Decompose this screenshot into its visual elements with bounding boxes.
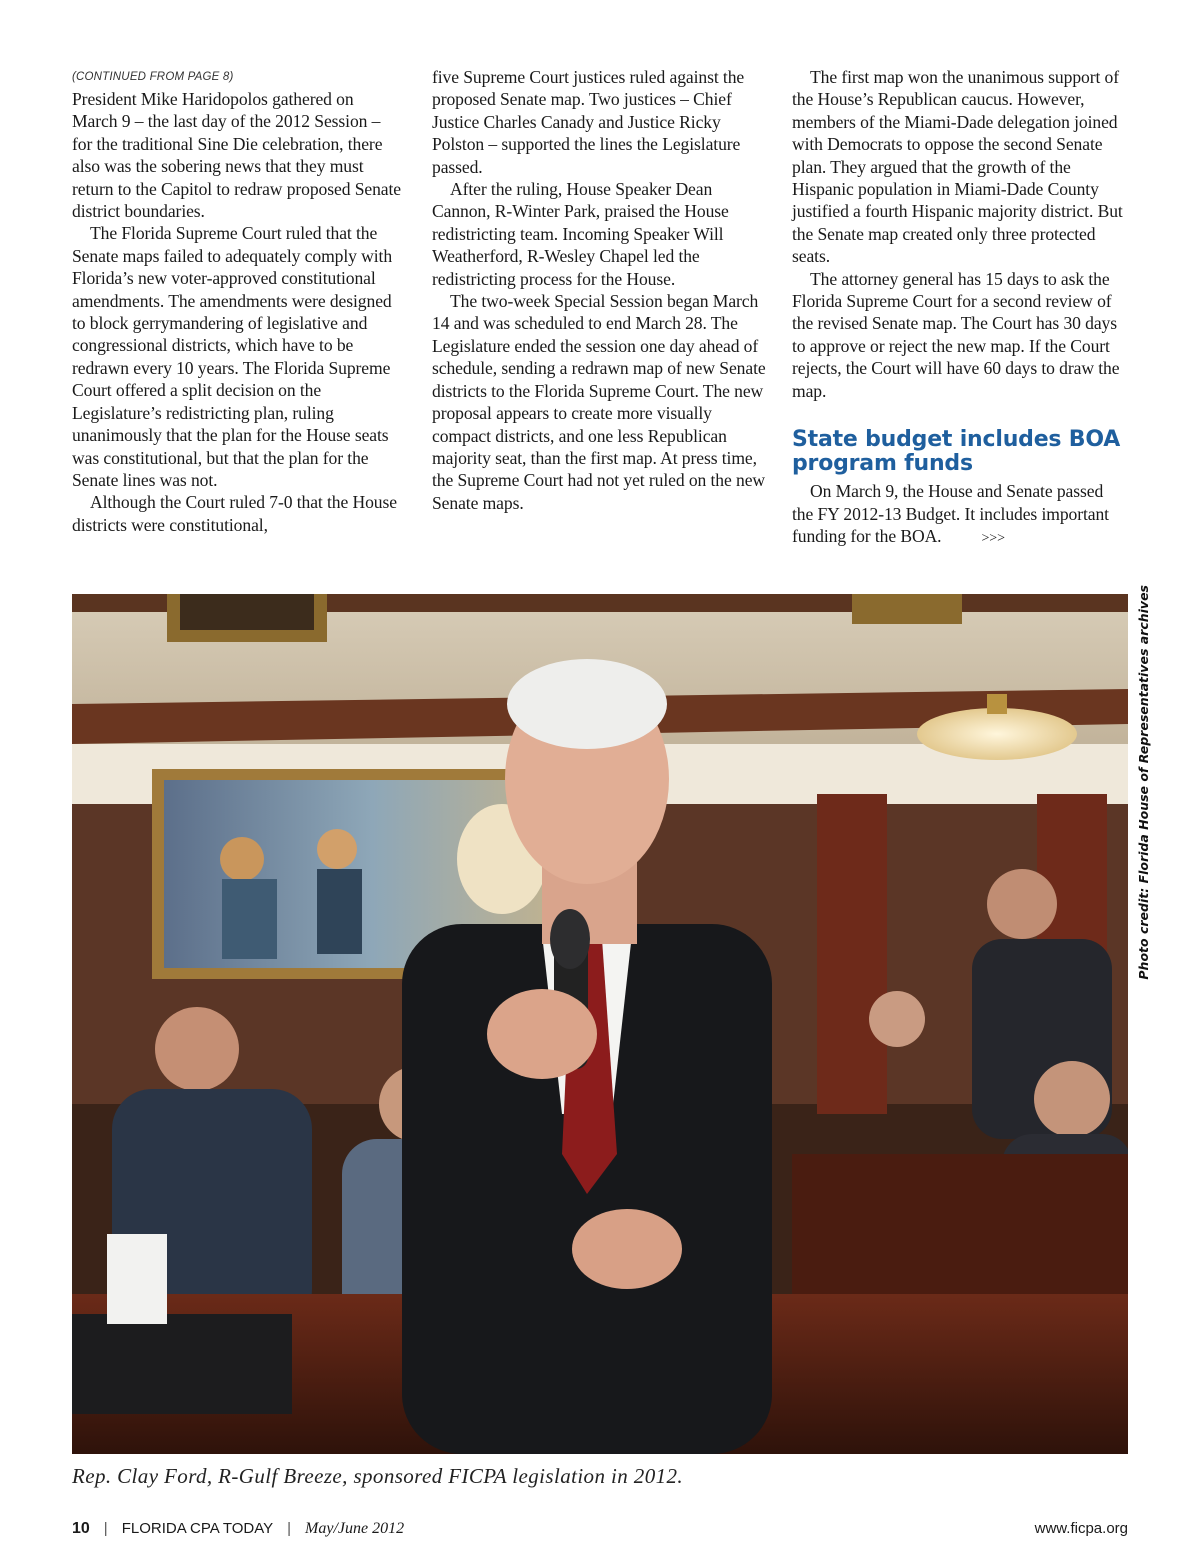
paragraph: Although the Court ruled 7-0 that the House districts were constitutional, xyxy=(72,492,397,535)
paragraph: The Florida Supreme Court ruled that the Senate maps failed to adequately comply with Florida’s new voter-approved constitutional amendments. The amendments were designed to block gerrymandering of legislative and congressional districts, which have to be redrawn every 10 years. The Florida Supreme Court offered a split decision on the Legislature’s redistricting plan, ruling unanimously that the plan for the House seats was constitutional, but that the plan for the Senate lines was not. xyxy=(72,223,393,490)
issue-date: May/June 2012 xyxy=(305,1520,405,1537)
page-footer xyxy=(72,1517,1128,1541)
page-number: 10 xyxy=(72,1520,90,1537)
paragraph-text: On March 9, the House and Senate passed the FY 2012-13 Budget. It includes important funding for the BOA. xyxy=(792,481,1109,546)
paragraph: five Supreme Court justices ruled against the proposed Senate map. Two justices – Chief Justice Charles Canady and Justice Ricky Polston – supported the lines the Legislature passed. xyxy=(432,67,745,177)
article-column-3 xyxy=(792,66,1128,550)
paragraph: The first map won the unanimous support of the House’s Republican caucus. However, members of the Miami-Dade delegation joined with Democrats to oppose the second Senate plan. They argued that the growth of the Hispanic population in Miami-Dade County justified a fourth Hispanic majority district. But the Senate map created only three protected seats. xyxy=(792,67,1123,267)
website-link[interactable]: www.ficpa.org xyxy=(1034,1520,1128,1537)
photo-caption: Rep. Clay Ford, R-Gulf Breeze, sponsored FICPA legislation in 2012. xyxy=(72,1464,684,1488)
footer-left xyxy=(72,1517,404,1541)
article-column-1 xyxy=(72,66,402,536)
article-column-2 xyxy=(432,66,768,514)
legislator-photo xyxy=(72,594,1128,1454)
footer-separator: | xyxy=(287,1520,292,1537)
paragraph xyxy=(792,480,1128,550)
publication-name: FLORIDA CPA TODAY xyxy=(121,1520,274,1537)
section-subhead: State budget includes BOA program funds xyxy=(792,427,1121,477)
photo-credit: Photo credit: Florida House of Representatives archives xyxy=(1136,585,1151,980)
paragraph: After the ruling, House Speaker Dean Cannon, R-Winter Park, praised the House redistricting team. Incoming Speaker Will Weatherford, R-Wesley Chapel led the redistricting process for the House. xyxy=(432,179,729,289)
paragraph: The attorney general has 15 days to ask the Florida Supreme Court for a second review of the revised Senate map. The Court has 30 days to approve or reject the new map. If the Court rejects, the Court will have 60 days to draw the map. xyxy=(792,268,1120,401)
paragraph: President Mike Haridopolos gathered on March 9 – the last day of the 2012 Session – for the traditional Sine Die celebration, there also was the sobering news that they must return to the Capitol to redraw proposed Senate district boundaries. xyxy=(72,89,401,222)
paragraph: The two-week Special Session began March 14 and was scheduled to end March 28. The Legislature ended the session one day ahead of schedule, sending a redrawn map of new Senate districts to the Florida Supreme Court. The new proposal appears to create more visually compact districts, and one less Republican majority seat, than the first map. At press time, the Supreme Court had not yet ruled on the new Senate maps. xyxy=(432,291,766,513)
continued-label: (CONTINUED FROM PAGE 8) xyxy=(72,71,234,83)
continue-arrows: >>> xyxy=(981,530,1005,546)
footer-separator: | xyxy=(103,1520,108,1537)
